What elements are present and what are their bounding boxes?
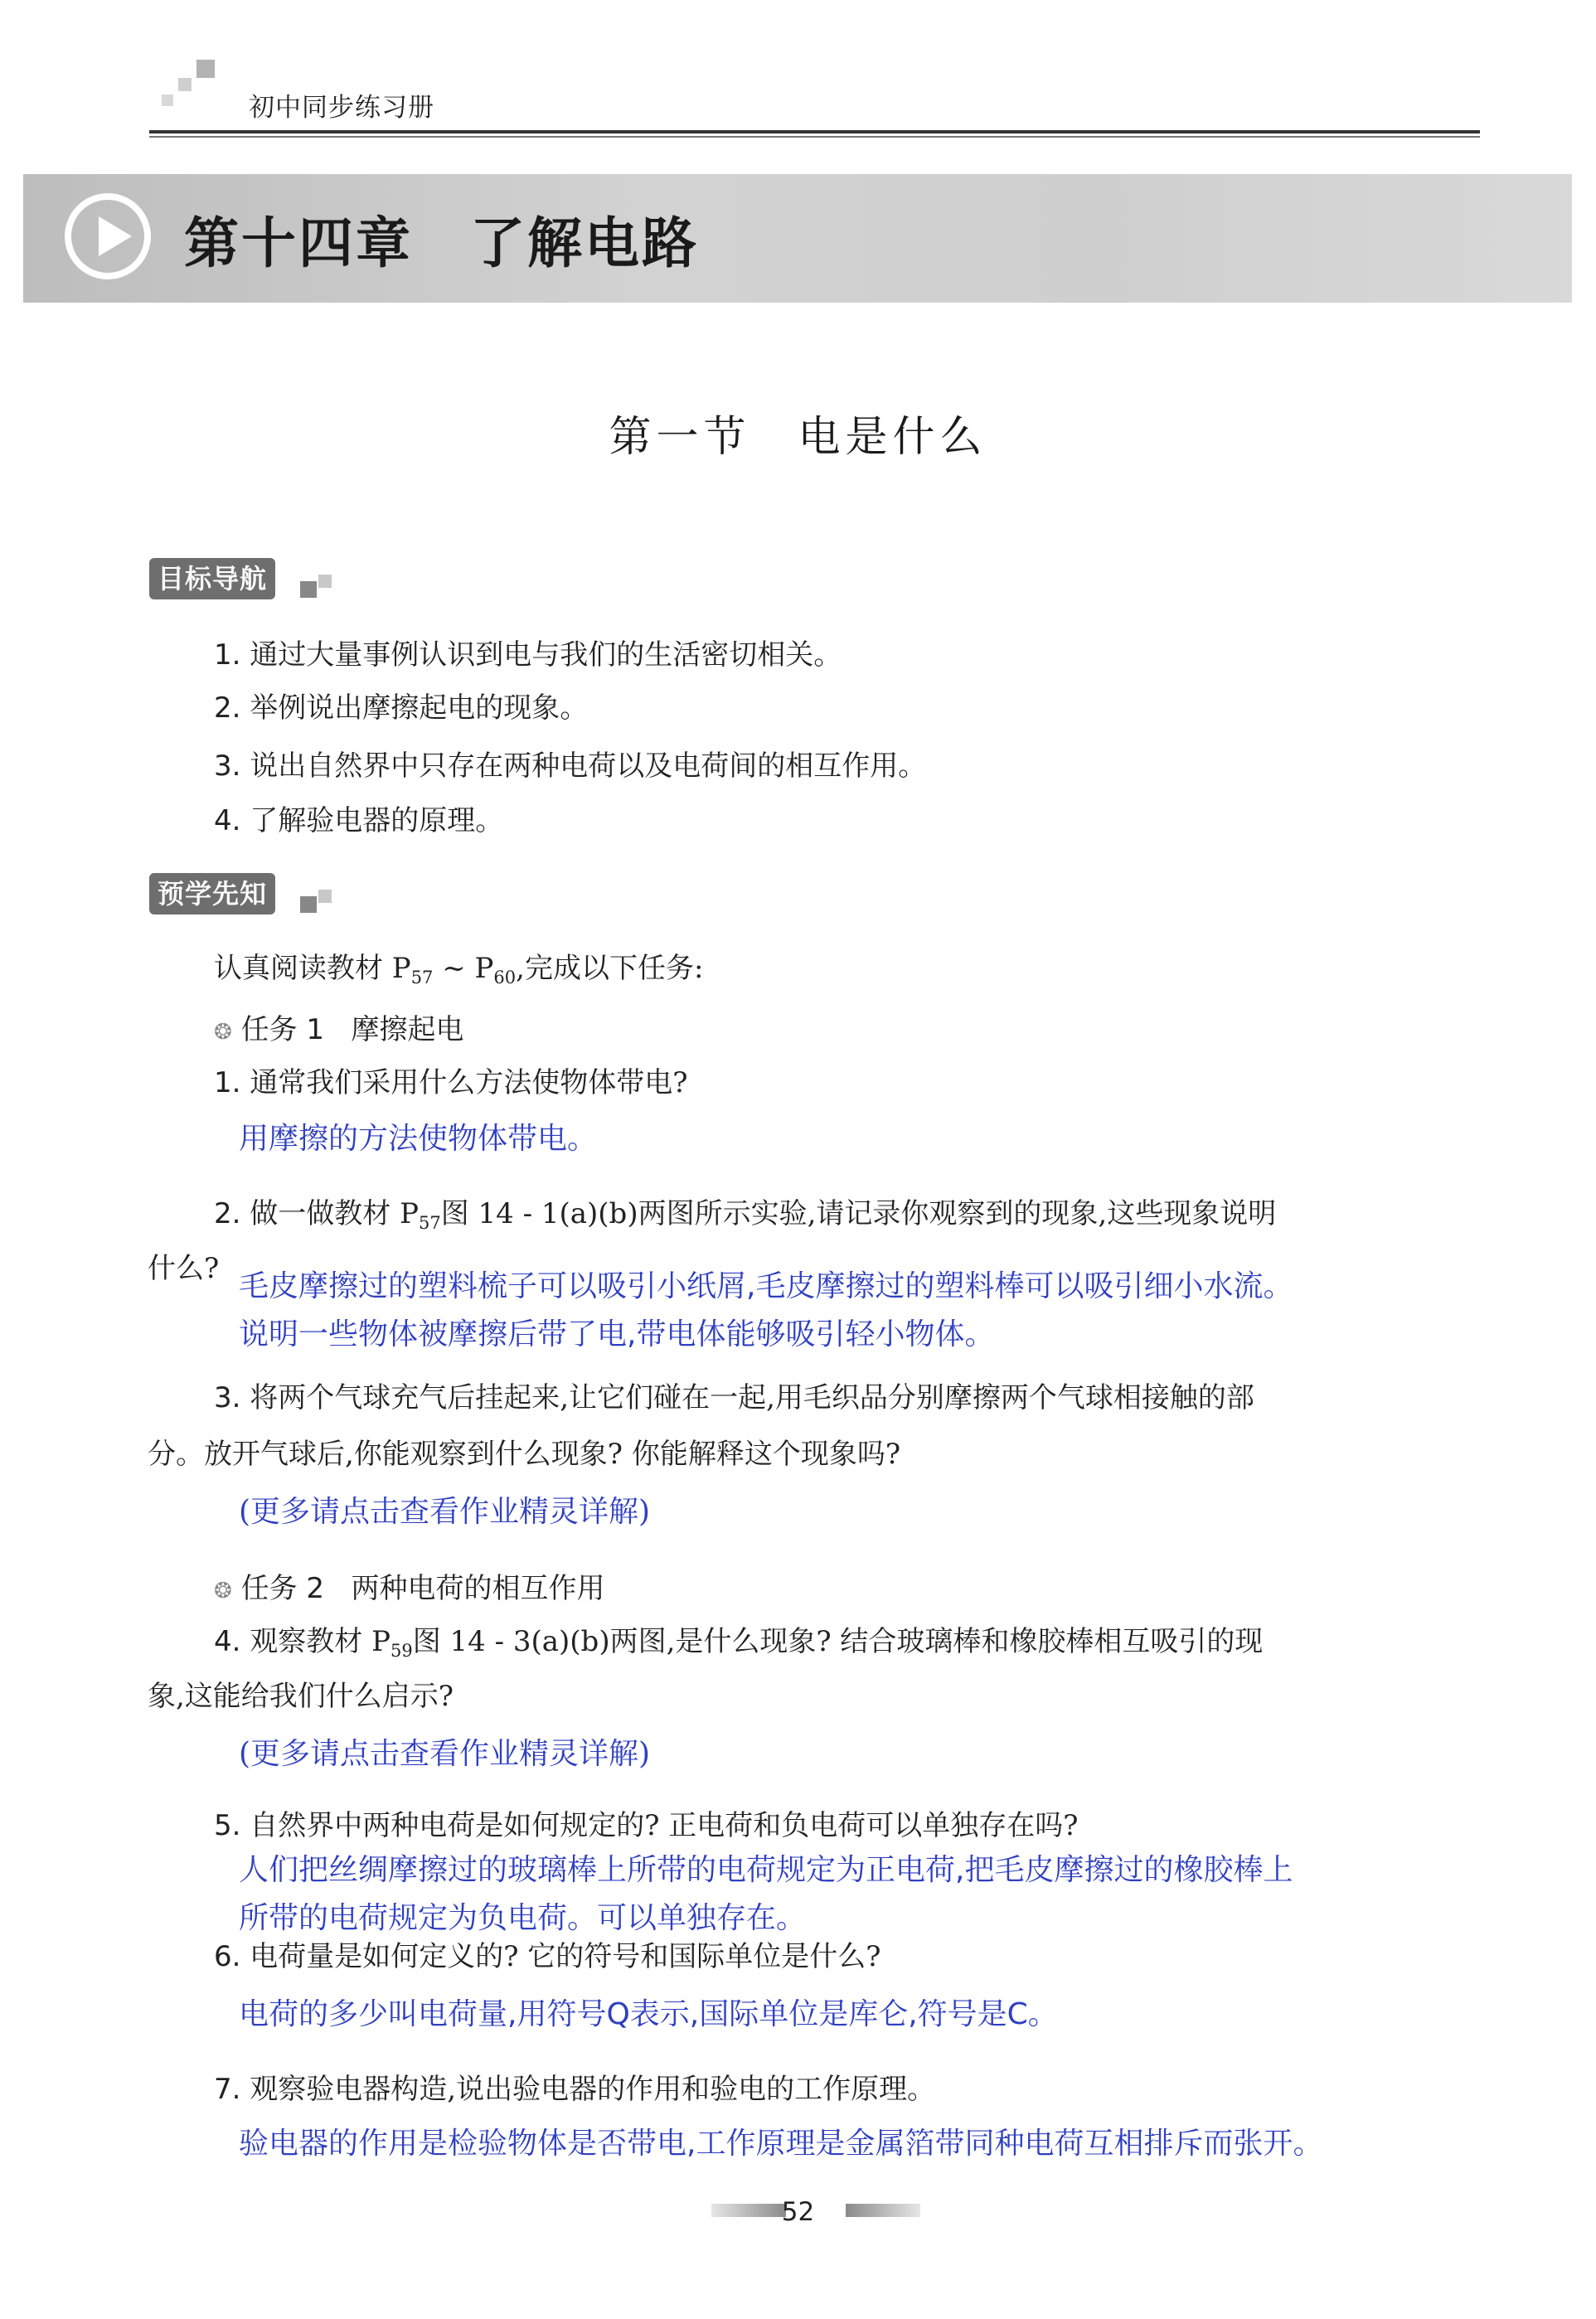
header-rule-thin (149, 136, 1480, 138)
gear-icon: ❂ (214, 1020, 232, 1045)
answer: 所带的电荷规定为负电荷。可以单独存在。 (239, 1901, 807, 1935)
answer: 电荷的多少叫电荷量,用符号Q表示,国际单位是库仑,符号是C。 (239, 1997, 1058, 2031)
more-link[interactable]: (更多请点击查看作业精灵详解) (239, 1495, 651, 1529)
answer: 用摩擦的方法使物体带电。 (239, 1122, 598, 1156)
footer-bar-right (846, 2204, 920, 2217)
page-number: 52 (781, 2197, 815, 2227)
preview-label: 预学先知 (149, 873, 275, 915)
question-continued: 分。放开气球后,你能观察到什么现象? 你能解释这个现象吗? (148, 1438, 901, 1471)
task-heading: ❂ 任务 1 摩擦起电 (214, 1013, 464, 1046)
question: 1. 通常我们采用什么方法使物体带电? (214, 1066, 688, 1099)
label-decoration (300, 575, 350, 608)
question: 7. 观察验电器构造,说出验电器的作用和验电的工作原理。 (214, 2073, 936, 2106)
question: 6. 电荷量是如何定义的? 它的符号和国际单位是什么? (214, 1940, 881, 1973)
header-rule (149, 130, 1480, 133)
question-continued: 象,这能给我们什么启示? (148, 1680, 454, 1713)
header-decoration (162, 60, 228, 118)
answer: 验电器的作用是检验物体是否带电,工作原理是金属箔带同种电荷互相排斥而张开。 (239, 2127, 1323, 2161)
gear-icon: ❂ (214, 1579, 232, 1603)
answer: 说明一些物体被摩擦后带了电,带电体能够吸引轻小物体。 (239, 1317, 995, 1351)
section-title: 第一节 电是什么 (609, 413, 987, 462)
goal-item: 4. 了解验电器的原理。 (214, 804, 504, 837)
goal-item: 2. 举例说出摩擦起电的现象。 (214, 691, 589, 725)
play-icon (65, 193, 151, 279)
question: 2. 做一做教材 $P_{57}$图 14 - 1(a)(b)两图所示实验,请记录你观察到的现象,这些现象说明 (214, 1197, 1277, 1233)
question: 4. 观察教材 $P_{59}$图 14 - 3(a)(b)两图,是什么现象? 结合玻璃棒和橡胶棒相互吸引的现 (214, 1625, 1264, 1661)
question: 3. 将两个气球充气后挂起来,让它们碰在一起,用毛织品分别摩擦两个气球相接触的部 (214, 1381, 1254, 1414)
task-heading: ❂ 任务 2 两种电荷的相互作用 (214, 1572, 605, 1605)
chapter-title: 第十四章 了解电路 (184, 211, 699, 275)
book-title: 初中同步练习册 (249, 93, 434, 123)
question-continued: 什么? (148, 1252, 220, 1285)
answer: 人们把丝绸摩擦过的玻璃棒上所带的电荷规定为正电荷,把毛皮摩擦过的橡胶棒上 (239, 1853, 1293, 1887)
goal-item: 1. 通过大量事例认识到电与我们的生活密切相关。 (214, 638, 842, 672)
answer: 毛皮摩擦过的塑料梳子可以吸引小纸屑,毛皮摩擦过的塑料棒可以吸引细小水流。 (239, 1269, 1293, 1303)
goal-item: 3. 说出自然界中只存在两种电荷以及电荷间的相互作用。 (214, 750, 927, 783)
goals-label: 目标导航 (149, 558, 275, 599)
question: 5. 自然界中两种电荷是如何规定的? 正电荷和负电荷可以单独存在吗? (214, 1809, 1079, 1842)
preview-intro: 认真阅读教材 $P_{57}$ ~ $P_{60}$,完成以下任务: (214, 952, 704, 987)
label-decoration (300, 890, 350, 923)
more-link[interactable]: (更多请点击查看作业精灵详解) (239, 1737, 651, 1771)
